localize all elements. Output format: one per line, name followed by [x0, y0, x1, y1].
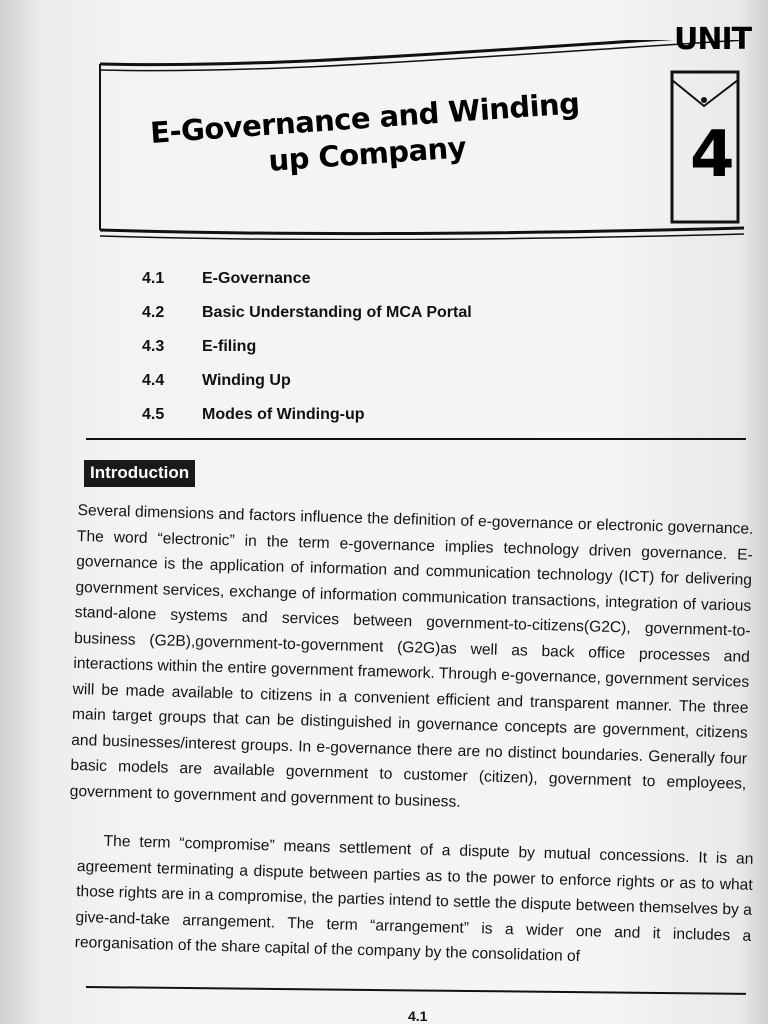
introduction-paragraph-1: Several dimensions and factors influence the definition of e-governance or electronic governance. The word “electronic” in the term e-governance implies technology driven governance. E-governance is the application of information and communication technology (ICT) for delivering government services, exchange of information communication transactions, integration of various stand-alone systems and services between government-to-citizens(G2C), government-to-business (G2B),government-to-government (G2G)as well as back office processes and interactions within the entire government framework. Through e-governance, government services will be made available to citizens in a convenient efficient and transparent manner. The three main target groups that can be distinguished in governance concepts are government, citizens and businesses/interest groups. In e-governance there are no distinct boundaries. Generally four basic models are available government to customer (citizen), government to employees, government to government and government to business. [69, 501, 754, 811]
table-of-contents [142, 262, 582, 432]
unit-number: 4 [690, 118, 735, 192]
toc-item [142, 398, 582, 432]
introduction-heading: Introduction [84, 460, 195, 487]
section-divider [86, 438, 746, 440]
toc-item [142, 330, 582, 364]
toc-item-title: Winding Up [202, 372, 291, 389]
toc-item-number: 4.2 [142, 304, 165, 321]
toc-item-number: 4.1 [142, 270, 165, 287]
unit-label: UNIT [674, 22, 752, 57]
toc-item [142, 296, 582, 330]
toc-item-title: E-filing [202, 338, 257, 355]
toc-item-number: 4.3 [142, 338, 165, 355]
toc-item-title: E-Governance [202, 270, 311, 287]
toc-item-number: 4.5 [142, 406, 165, 423]
toc-item-title: Basic Understanding of MCA Portal [202, 304, 472, 321]
footer-divider [86, 986, 746, 995]
toc-item [142, 262, 582, 296]
chapter-title: E-Governance and Winding up Company [149, 86, 581, 178]
page-number: 4.1 [408, 1008, 428, 1024]
toc-item-number: 4.4 [142, 372, 165, 389]
introduction-paragraph-2: The term “compromise” means settlement of a dispute by mutual concessions. It is an agreement terminating a dispute between parties as to the power to enforce rights or as to what those rights are in a compromise, the parties intend to settle the dispute between themselves by a give-and-take arrangement. The term “arrangement” is a wider one and it includes a reorganisation of the share capital of the company by the consolidation of [74, 832, 754, 966]
toc-item [142, 364, 582, 398]
toc-item-title: Modes of Winding-up [202, 406, 365, 423]
chapter-title-banner [96, 40, 676, 230]
